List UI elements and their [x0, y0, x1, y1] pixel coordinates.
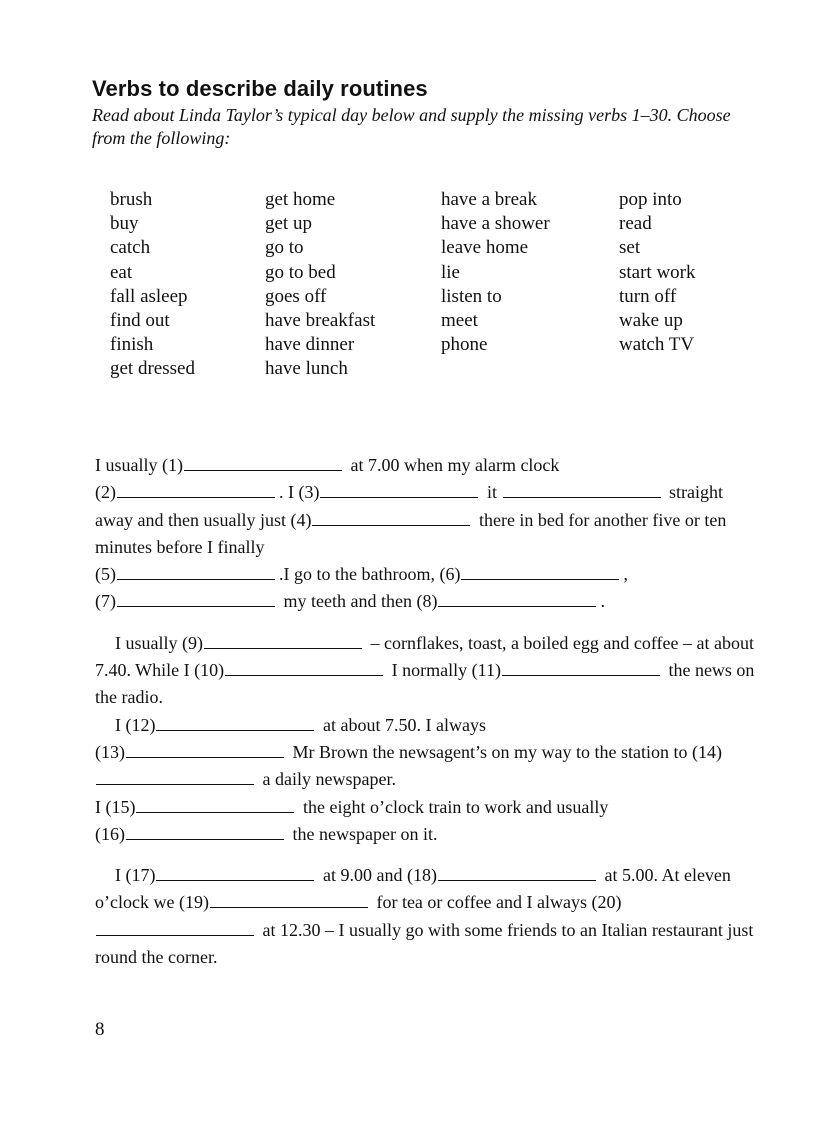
text-run: . I (3) — [279, 482, 320, 503]
word-bank-item: eat — [110, 261, 133, 283]
text-run: at about 7.50. I always — [318, 714, 486, 735]
word-bank-item: read — [619, 213, 652, 235]
word-bank-item: set — [619, 237, 641, 259]
answer-blank-2[interactable] — [117, 496, 275, 498]
text-run: for tea or coffee and I always (20) — [371, 892, 622, 913]
answer-blank-7[interactable] — [117, 605, 275, 607]
text-run: I usually (9) — [115, 632, 203, 653]
word-bank-item: catch — [110, 237, 151, 259]
word-bank-item: get dressed — [110, 358, 195, 380]
answer-blank-3[interactable] — [320, 496, 478, 498]
word-bank-column-1 — [110, 188, 195, 382]
answer-blank-1[interactable] — [184, 469, 342, 471]
word-bank-column-4 — [619, 188, 696, 357]
answer-blank-9[interactable] — [204, 647, 362, 649]
answer-blank-4[interactable] — [312, 524, 470, 526]
text-run: at 9.00 and (18) — [318, 865, 437, 886]
text-run: at 5.00. At eleven o’clock we (19) — [95, 865, 731, 913]
answer-blank-15[interactable] — [136, 811, 294, 813]
text-run: – cornflakes, toast, a boiled egg and coffee – at about 7.40. While I (10) — [95, 632, 755, 681]
answer-blank-20[interactable] — [96, 934, 254, 936]
page-number: 8 — [95, 1019, 105, 1040]
answer-blank-17[interactable] — [156, 879, 314, 881]
word-bank-item: phone — [441, 334, 488, 356]
answer-blank-10[interactable] — [225, 674, 383, 676]
text-run: my teeth and then (8) — [279, 591, 438, 612]
text-run: I (15) — [95, 796, 136, 817]
answer-blank-16[interactable] — [126, 838, 284, 840]
word-bank-item: goes off — [265, 285, 327, 307]
word-bank-column-2 — [265, 188, 375, 382]
word-bank-item: lie — [441, 261, 460, 283]
word-bank-item: fall asleep — [110, 285, 188, 307]
text-run: the newspaper on it. — [288, 823, 438, 844]
word-bank-item: have dinner — [265, 334, 355, 356]
answer-blank-14[interactable] — [96, 783, 254, 785]
word-bank-item: have a shower — [441, 213, 550, 235]
answer-blank-19[interactable] — [210, 906, 368, 908]
word-bank-item: leave home — [441, 237, 529, 259]
paragraph-3 — [95, 862, 755, 971]
answer-blank-11[interactable] — [502, 674, 660, 676]
answer-blank-6[interactable] — [461, 578, 619, 580]
text-run: I usually (1) — [95, 455, 183, 475]
text-run: (16) — [95, 823, 125, 844]
word-bank-item: finish — [110, 334, 154, 356]
text-run: , — [623, 564, 628, 585]
text-run: (2) — [95, 482, 116, 503]
word-bank-item: brush — [110, 189, 153, 210]
text-run: I (17) — [115, 865, 156, 886]
word-bank-column-3 — [441, 188, 550, 357]
text-run: . — [600, 591, 605, 612]
word-bank-item: get up — [265, 213, 312, 235]
paragraph-1 — [95, 452, 755, 616]
word-bank-item: have lunch — [265, 358, 348, 380]
text-run: (13) — [95, 741, 125, 762]
text-run: at 7.00 when my alarm clock — [345, 455, 560, 475]
text-run: .I go to the bathroom, (6) — [279, 564, 461, 585]
exercise-text — [95, 452, 755, 971]
word-bank-item: turn off — [619, 285, 677, 307]
text-run: straight away and then usually just (4) — [95, 482, 723, 530]
word-bank-item: get home — [265, 189, 336, 210]
word-bank-item: meet — [441, 310, 478, 332]
word-bank-item: find out — [110, 310, 170, 332]
word-bank-item: listen to — [441, 285, 502, 307]
text-run: the eight o’clock train to work and usually — [298, 796, 609, 817]
answer-blank-3b[interactable] — [503, 496, 661, 498]
word-bank-item: pop into — [619, 189, 682, 210]
answer-blank-8[interactable] — [438, 605, 596, 607]
word-bank-item: have breakfast — [265, 310, 376, 332]
word-bank-item: have a break — [441, 189, 537, 210]
word-bank-item: buy — [110, 213, 139, 235]
text-run: I (12) — [115, 714, 156, 735]
answer-blank-18[interactable] — [438, 879, 596, 881]
text-run: Mr Brown the newsagent’s on my way to the station to (14) — [288, 741, 722, 762]
text-run: (7) — [95, 591, 116, 612]
answer-blank-12[interactable] — [156, 729, 314, 731]
text-run: at 12.30 – I usually go with some friends to an Italian restaurant just round the corner. — [95, 919, 754, 968]
answer-blank-13[interactable] — [126, 756, 284, 758]
text-run: I normally (11) — [387, 660, 501, 681]
answer-blank-5[interactable] — [117, 578, 275, 580]
word-bank-item: watch TV — [619, 334, 695, 356]
page-title: Verbs to describe daily routines — [92, 76, 428, 101]
word-bank-item: go to bed — [265, 261, 336, 283]
text-run: a daily newspaper. — [258, 769, 396, 790]
text-run: the news on the radio. — [95, 660, 755, 708]
text-run: it — [482, 482, 502, 503]
word-bank-item: go to — [265, 237, 304, 259]
paragraph-2 — [95, 630, 755, 848]
text-run: there in bed for another five or ten minutes before I finally — [95, 509, 727, 557]
instructions: Read about Linda Taylor’s typical day below and supply the missing verbs 1–30. Choose from the following: — [92, 105, 731, 148]
text-run: (5) — [95, 564, 116, 585]
word-bank-item: wake up — [619, 310, 683, 332]
word-bank-item: start work — [619, 261, 696, 283]
